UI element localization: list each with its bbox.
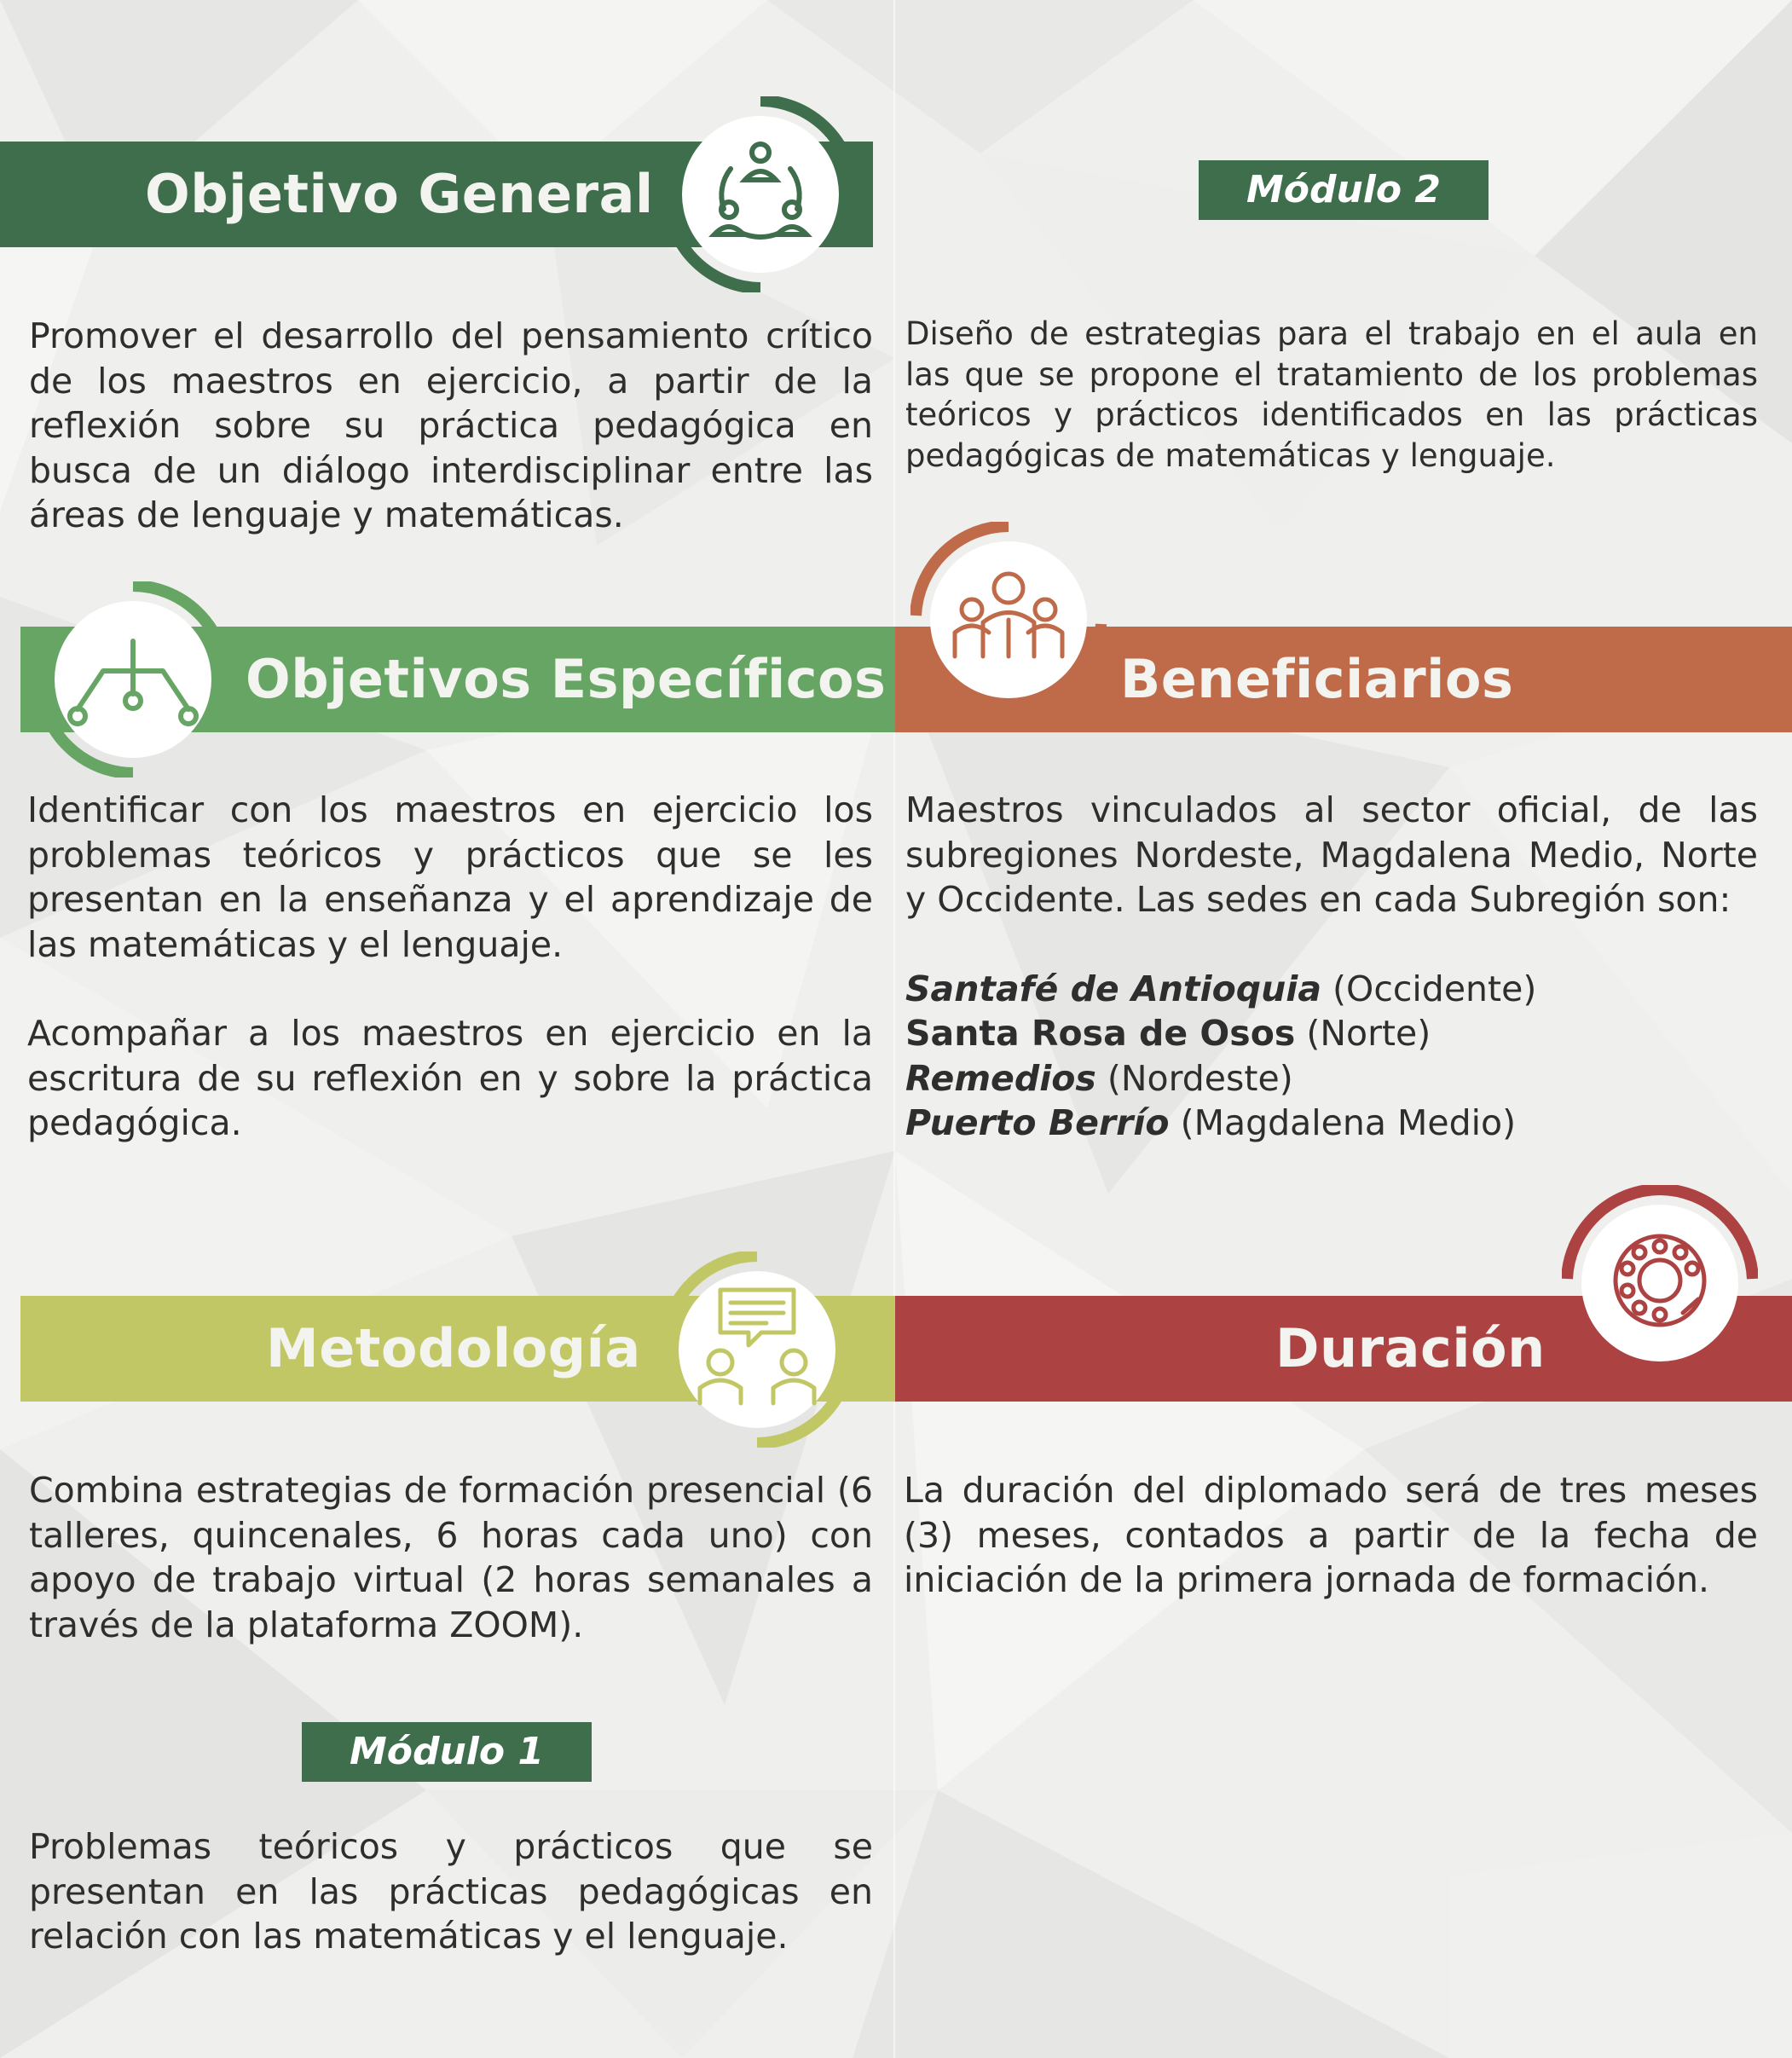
- beneficiarios-text: Maestros vinculados al sector oficial, de las subregiones Nordeste, Magdalena Medio, Norte y Occidente. Las sedes en cada Subregión son:: [905, 789, 1758, 920]
- sede-region: (Nordeste): [1107, 1057, 1293, 1099]
- objetivo-especifico-1: Identificar con los maestros en ejercicio los problemas teóricos y prácticos que se les presentan en la enseñanza y el aprendizaje de las matemáticas y el lenguaje.: [27, 789, 873, 965]
- objetivo-especifico-2: Acompañar a los maestros en ejercicio en la escritura de su reflexión en y sobre la práctica pedagógica.: [27, 1013, 873, 1143]
- sede-region: (Magdalena Medio): [1180, 1102, 1517, 1143]
- objetivos-especificos-text: [27, 788, 873, 1146]
- modulo-2-label: Módulo 2: [1199, 160, 1489, 220]
- sede-item: [905, 1056, 1758, 1101]
- duracion-text: La duración del diplomado será de tres meses (3) meses, contados a partir de la fecha de iniciación de la primera jornada de formación.: [904, 1470, 1758, 1600]
- branching-nodes-icon: [35, 581, 231, 778]
- sede-item: [905, 967, 1758, 1012]
- modulo-2-text: Diseño de estrategias para el trabajo en el aula en las que se propone el tratamiento de los problemas teóricos y prácticos identificados en las prácticas pedagógicas de matemáticas y lenguaje.: [905, 315, 1758, 474]
- rotary-dial-icon: [1562, 1185, 1758, 1381]
- objetivos-especificos-title: Objetivos Específicos: [246, 648, 887, 710]
- objetivo-general-title: Objetivo General: [145, 163, 654, 225]
- conversation-icon: [659, 1252, 855, 1448]
- modulo-1-label: Módulo 1: [302, 1722, 592, 1782]
- sede-region: (Occidente): [1332, 968, 1537, 1009]
- team-network-icon: [662, 96, 858, 292]
- sede-item: [905, 1011, 1758, 1056]
- people-group-icon: [910, 522, 1107, 718]
- duracion-title: Duración: [1275, 1317, 1546, 1379]
- metodologia-text: Combina estrategias de formación presencial (6 talleres, quincenales, 6 horas cada uno) con apoyo de trabajo virtual (2 horas semanales a través de la plataforma ZOOM).: [29, 1470, 873, 1645]
- objetivo-general-text: Promover el desarrollo del pensamiento crítico de los maestros en ejercicio, a partir de la reflexión sobre su práctica pedagógica en busca de un diálogo interdisciplinar entre las áreas de lenguaje y matemáticas.: [29, 315, 873, 535]
- column-divider: [893, 0, 895, 2058]
- sede-name: Puerto Berrío: [905, 1102, 1170, 1143]
- sede-name: Santa Rosa de Osos: [905, 1013, 1296, 1054]
- sede-name: Remedios: [905, 1057, 1096, 1099]
- metodologia-title: Metodología: [266, 1317, 641, 1379]
- modulo-1-text: Problemas teóricos y prácticos que se presentan en las prácticas pedagógicas en relación con las matemáticas y el lenguaje.: [29, 1826, 873, 1957]
- beneficiarios-content: [905, 788, 1758, 1146]
- sede-region: (Norte): [1306, 1013, 1431, 1054]
- beneficiarios-title: Beneficiarios: [1120, 648, 1514, 710]
- sede-item: [905, 1101, 1758, 1146]
- sede-name: Santafé de Antioquia: [905, 968, 1321, 1009]
